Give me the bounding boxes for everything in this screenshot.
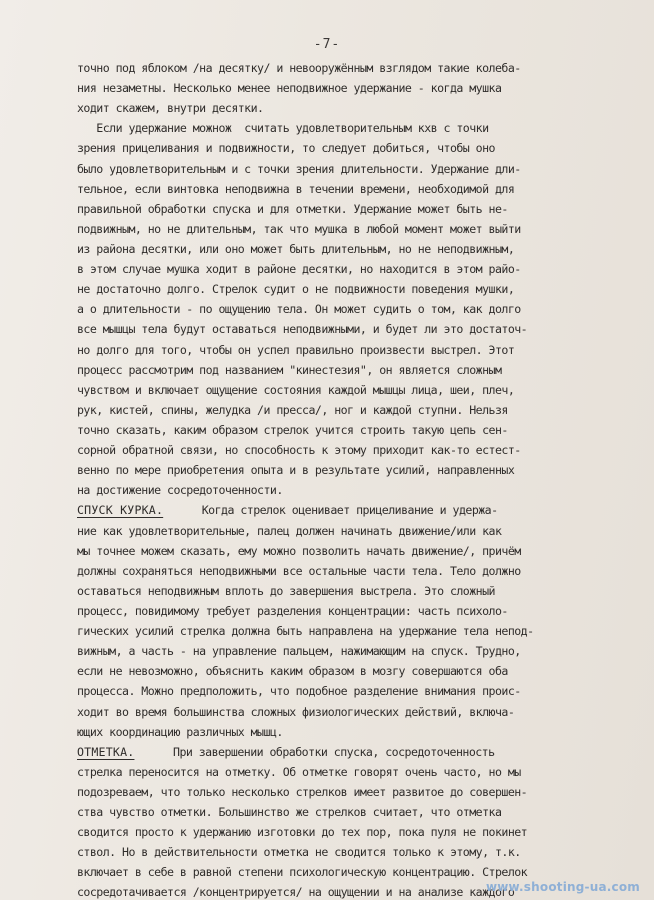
line-text: Если удержание можнож считать удовлетворительным кхв с точки [96, 121, 489, 136]
text-line [77, 440, 633, 460]
text-line [77, 420, 633, 440]
line-text: а о длительности - по ощущению тела. Он может судить о том, как долго [77, 302, 521, 317]
text-line [77, 78, 633, 98]
text-line [77, 722, 633, 742]
text-line [77, 138, 633, 158]
text-line [77, 500, 633, 520]
line-text: процесса. Можно предположить, что подобное разделение внимания проис- [77, 684, 521, 699]
line-text: сосредотачивается /концентрируется/ на ощущении и на анализе каждого [77, 885, 515, 900]
text-line [77, 742, 633, 762]
line-text: точно сказать, каким образом стрелок учится строить такую цепь сен- [77, 422, 508, 437]
line-text: ходит скажем, внутри десятки. [77, 101, 264, 116]
line-text: если не невозможно, объяснить каким образом в мозгу совершаются оба [77, 664, 508, 679]
line-text: точно под яблоком /на десятку/ и невооружённым взглядом такие колеба- [77, 61, 521, 75]
line-text: зрения прицеливания и подвижности, то следует добиться, чтобы оно [77, 141, 495, 156]
line-text: тельное, если винтовка неподвижна в течении времени, необходимой для [77, 181, 515, 196]
text-line [77, 179, 633, 199]
text-line [77, 460, 633, 480]
line-text: гических усилий стрелка должна быть направлена на удержание тела непод- [77, 624, 534, 639]
text-line [77, 702, 633, 722]
text-line [77, 199, 633, 219]
text-line [77, 621, 633, 641]
text-line [77, 822, 633, 842]
text-line [77, 802, 633, 822]
watermark: www.shooting-ua.com [485, 880, 640, 894]
text-line [77, 98, 633, 118]
line-text: чувством и включает ощущение состояния каждой мышцы лица, шеи, плеч, [77, 382, 515, 397]
text-line [77, 279, 633, 299]
text-line [77, 360, 633, 380]
text-line [77, 842, 633, 862]
line-indent [77, 121, 96, 135]
line-text: мы точнее можем сказать, ему можно позволить начать движение/, причём [77, 543, 521, 558]
line-text: ние как удовлетворительные, палец должен начинать движение/или как [77, 523, 502, 538]
text-line [77, 58, 633, 78]
text-line [77, 480, 633, 500]
text-line [77, 259, 633, 279]
text-line [77, 782, 633, 802]
text-line [77, 762, 633, 782]
text-line [77, 219, 633, 239]
line-text: правильной обработки спуска и для отметки. Удержание может быть не- [77, 201, 508, 216]
line-text: стрелка переносится на отметку. Об отметке говорят очень часто, но мы [77, 764, 521, 779]
text-line [77, 340, 633, 360]
text-line [77, 601, 633, 621]
line-text: сводится просто к удержанию изготовки до тех пор, пока пуля не покинет [77, 825, 528, 840]
line-text: ния незаметны. Несколько менее неподвижное удержание - когда мушка [77, 81, 502, 96]
line-text: на достижение сосредоточенности. [77, 483, 283, 498]
line-text: Когда стрелок оценивает прицеливание и удержа- [163, 503, 498, 518]
text-line [77, 681, 633, 701]
line-text: сорной обратной связи, но способность к этому приходит как-то естест- [77, 443, 521, 458]
text-line [77, 400, 633, 420]
line-text: вижным, а часть - на управление пальцем, нажимающим на спуск. Трудно, [77, 644, 521, 659]
text-line [77, 319, 633, 339]
line-text: все мышцы тела будут оставаться неподвижными, и будет ли это достаточ- [77, 322, 528, 337]
line-text: процесс рассмотрим под названием "кинестезия", он является сложным [77, 362, 502, 377]
line-text: подозреваем, что только несколько стрелков имеет развитое до совершен- [77, 784, 528, 799]
line-text: процесс, повидимому требует разделения концентрации: часть психоло- [77, 603, 508, 618]
text-line [77, 661, 633, 681]
section-heading: СПУСК КУРКА. [77, 503, 164, 518]
line-text: ходит во время большинства сложных физиологических действий, включа- [77, 704, 515, 719]
text-line [77, 581, 633, 601]
text-line [77, 299, 633, 319]
text-line [77, 239, 633, 259]
text-line [77, 380, 633, 400]
text-line [77, 561, 633, 581]
line-text: из района десятки, или оно может быть длительным, но не неподвижным, [77, 241, 515, 256]
text-line [77, 118, 633, 138]
line-text: ства чувство отметки. Большинство же стрелков считает, что отметка [77, 805, 502, 820]
line-text: в этом случае мушка ходит в районе десятки, но находится в этом райо- [77, 262, 521, 277]
line-text: подвижным, но не длительным, так что мушка в любой момент может выйти [77, 221, 521, 236]
body-text [77, 58, 633, 900]
text-line [77, 541, 633, 561]
line-text: не достаточно долго. Стрелок судит о не подвижности поведения мушки, [77, 282, 515, 297]
page-number: -7- [313, 37, 341, 52]
text-line [77, 521, 633, 541]
line-text: но долго для того, чтобы он успел правильно произвести выстрел. Этот [77, 342, 515, 357]
line-text: было удовлетворительным и с точки зрения длительности. Удержание дли- [77, 161, 521, 176]
line-text: включает в себе в равной степени психологическую концентрацию. Стрелок [77, 865, 528, 880]
line-text: должны сохраняться неподвижными все остальные части тела. Тело должно [77, 563, 521, 578]
line-text: рук, кистей, спины, желудка /и пресса/, ног и каждой ступни. Нельзя [77, 402, 508, 417]
line-text: оставаться неподвижным вплоть до завершения выстрела. Это сложный [77, 583, 495, 598]
section-heading: ОТМЕТКА. [77, 744, 135, 759]
text-line [77, 641, 633, 661]
line-text: ствол. Но в действительности отметка не сводится только к этому, т.к. [77, 845, 521, 860]
line-text: При завершении обработки спуска, сосредоточенность [134, 744, 495, 759]
line-text: ющих координацию различных мышц. [77, 724, 283, 739]
line-text: венно по мере приобретения опыта и в результате усилий, направленных [77, 463, 515, 478]
text-line [77, 159, 633, 179]
